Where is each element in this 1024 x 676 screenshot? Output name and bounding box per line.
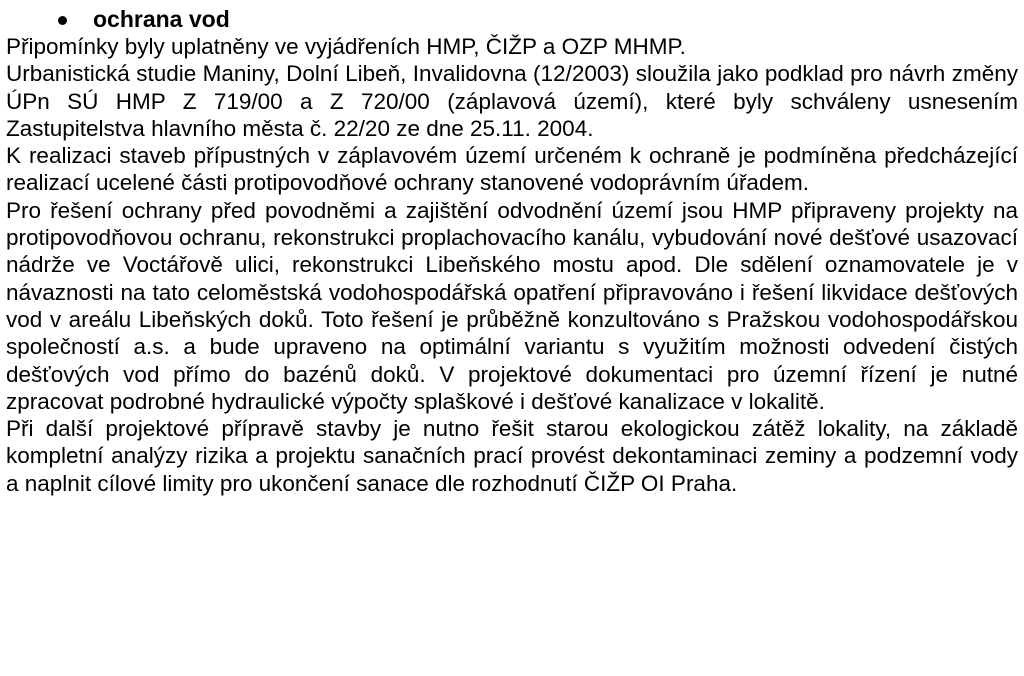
paragraph-flood-protection-projects: Pro řešení ochrany před povodněmi a zajištění odvodnění území jsou HMP připraveny projekty na protipovodňovou ochranu, rekonstrukci proplachovacího kanálu, vybudování nové dešťové usazovací nádrže ve Voctářově ulici, rekonstrukci Libeňského mostu apod. Dle sdělení oznamovatele je v návaznosti na tato celoměstská vodohospodářská opatření připravováno i řešení likvidace dešťových vod v areálu Libeňských doků. Toto řešení je průběžně konzultováno s Pražskou vodohospodářskou společností a.s. a bude upraveno na optimální variantu s využitím možnosti odvedení čistých dešťových vod přímo do bazénů doků. V projektové dokumentaci pro územní řízení je nutné zpracovat podrobné hydraulické výpočty splaškové i dešťové kanalizace v lokalitě. [6, 197, 1018, 414]
bullet-icon [58, 16, 67, 25]
paragraph-environmental-burden: Při další projektové přípravě stavby je nutno řešit starou ekologickou zátěž lokality, na základě kompletní analýzy rizika a projektu sanačních prací provést dekontaminaci zeminy a podzemní vody a naplnit cílové limity pro ukončení sanace dle rozhodnutí ČIŽP OI Praha. [6, 416, 1018, 496]
section-heading-text: ochrana vod [93, 6, 230, 32]
paragraph-flood-zone-condition: K realizaci staveb přípustných v záplavovém území určeném k ochraně je podmíněna předcházející realizací ucelené části protipovodňové ochrany stanovené vodoprávním úřadem. [6, 143, 1018, 196]
body-text [6, 33, 1018, 497]
paragraph-remarks: Připomínky byly uplatněny ve vyjádřeních HMP, ČIŽP a OZP MHMP. [6, 34, 686, 59]
section-heading [58, 4, 230, 34]
paragraph-urban-study: Urbanistická studie Maniny, Dolní Libeň, Invalidovna (12/2003) sloužila jako podklad pro návrh změny ÚPn SÚ HMP Z 719/00 a Z 720/00 (záplavová území), které byly schváleny usnesením Zastupitelstva hlavního města č. 22/20 ze dne 25.11. 2004. [6, 61, 1018, 141]
